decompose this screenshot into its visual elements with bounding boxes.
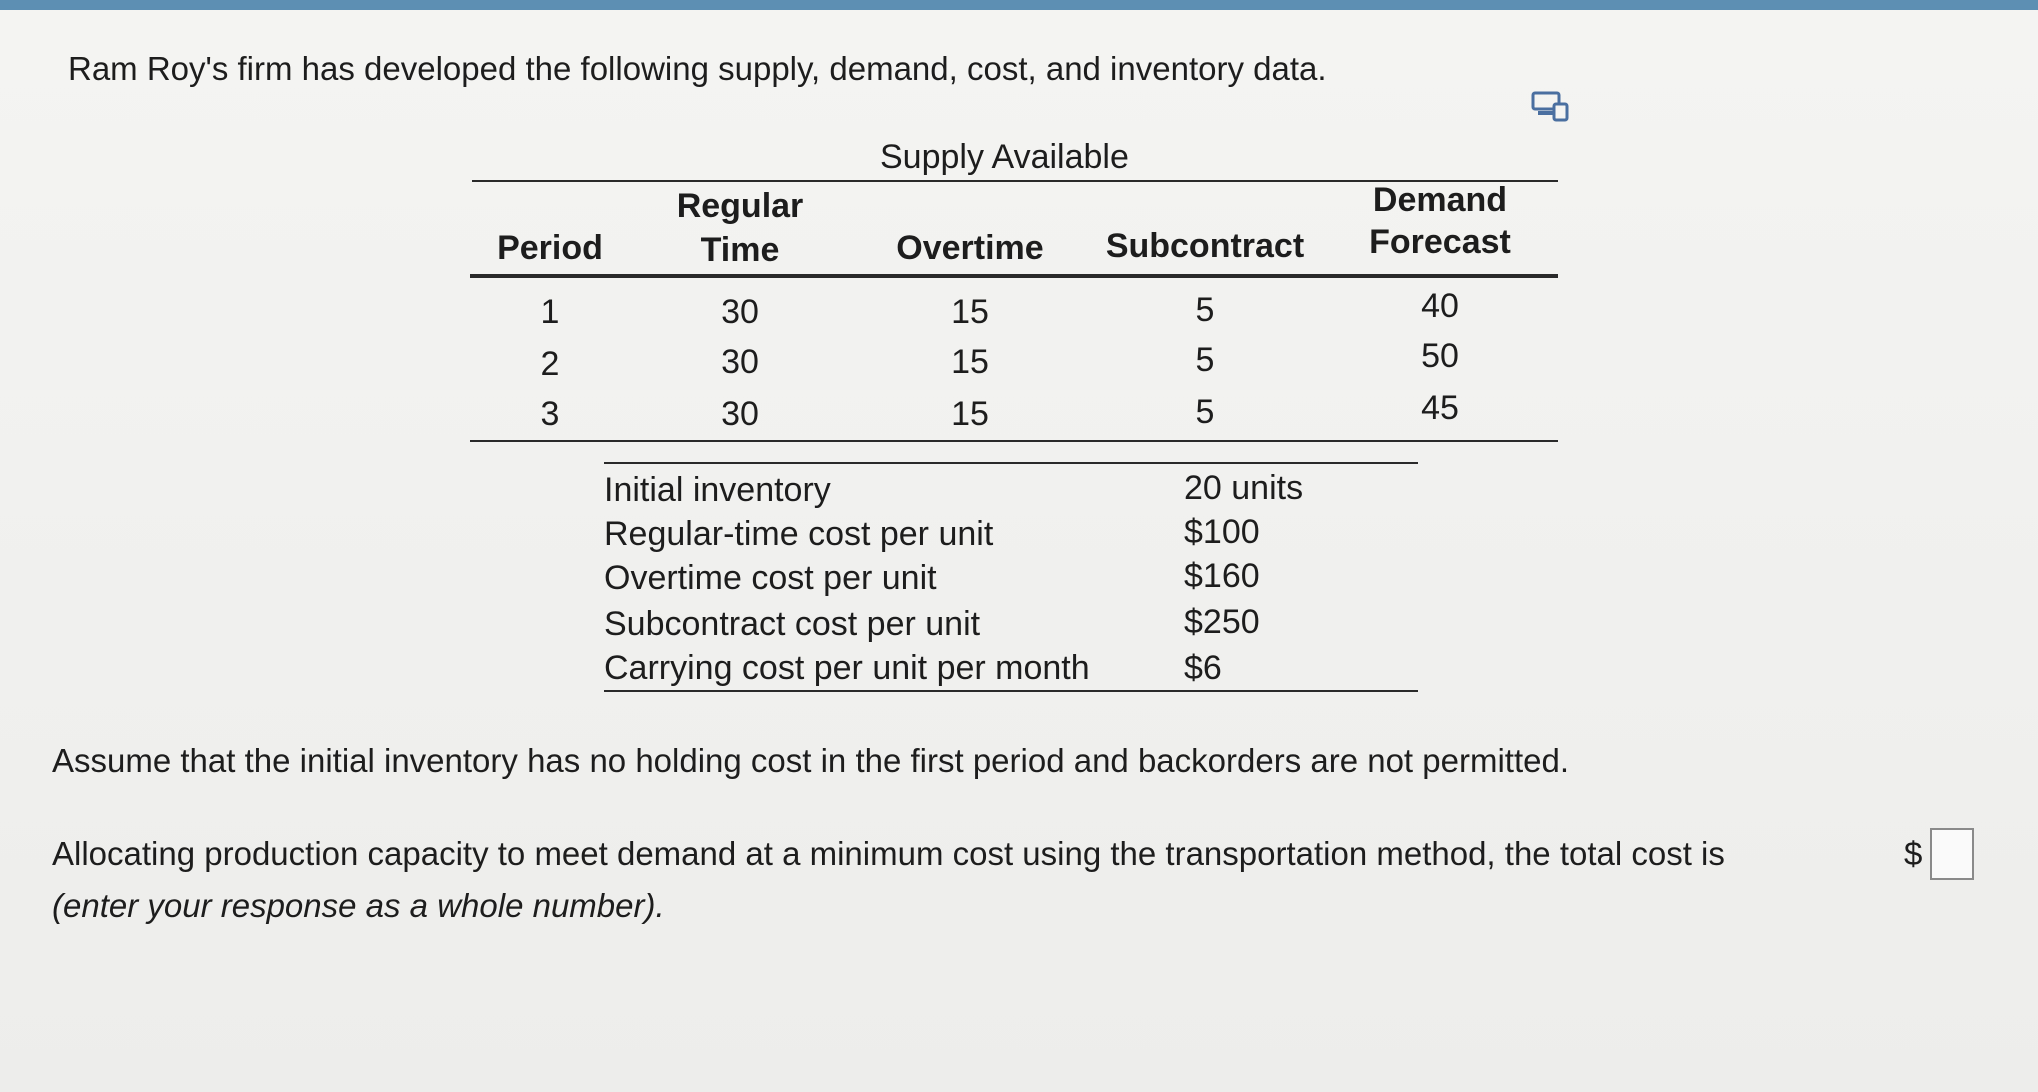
question-note: (enter your response as a whole number).	[52, 887, 665, 924]
header-period: Period	[497, 229, 603, 267]
table-cell-regular: 30	[721, 395, 759, 433]
table-cell-overtime: 15	[951, 293, 989, 331]
top-bar	[0, 0, 2038, 10]
supply-available-header: Supply Available	[880, 138, 1129, 176]
header-overtime: Overtime	[896, 229, 1044, 267]
assumption-text: Assume that the initial inventory has no holding cost in the first period and backorders are not permitted.	[52, 742, 1570, 779]
copy-data-icon[interactable]	[1530, 90, 1570, 124]
table-cell-regular: 30	[721, 293, 759, 331]
cost-value: $6	[1184, 649, 1222, 687]
cost-label: Regular-time cost per unit	[604, 515, 994, 553]
problem-page	[0, 10, 2038, 1092]
cost-value: 20 units	[1184, 469, 1304, 507]
intro-text: Ram Roy's firm has developed the following supply, demand, cost, and inventory data.	[68, 50, 1327, 87]
table-cell-subcontract: 5	[1195, 341, 1215, 379]
header-regular-line1: Regular	[676, 187, 804, 225]
table-cell-period: 2	[540, 345, 560, 383]
table-cell-demand: 45	[1421, 389, 1459, 427]
cost-value: $250	[1184, 603, 1260, 641]
table-bottom-rule	[470, 440, 1558, 442]
table-cell-demand: 40	[1421, 287, 1459, 325]
cost-table-top-rule	[604, 462, 1418, 464]
header-demand-line1: Demand	[1372, 181, 1508, 219]
currency-symbol: $	[1904, 835, 1923, 872]
answer-input-box[interactable]	[1930, 828, 1974, 880]
header-regular-line2: Time	[700, 231, 780, 269]
question-block	[52, 828, 1982, 932]
table-cell-overtime: 15	[951, 395, 989, 433]
table-cell-period: 1	[540, 293, 560, 331]
header-subcontract: Subcontract	[1105, 227, 1305, 265]
cost-label: Initial inventory	[604, 471, 831, 509]
table-cell-period: 3	[540, 395, 560, 433]
cost-label: Subcontract cost per unit	[604, 605, 981, 643]
table-cell-subcontract: 5	[1195, 393, 1215, 431]
table-cell-overtime: 15	[951, 343, 989, 381]
header-bottom-rule	[470, 274, 1558, 278]
cost-value: $160	[1184, 557, 1260, 595]
question-text: Allocating production capacity to meet demand at a minimum cost using the transportation method, the total cost is	[52, 835, 1725, 872]
table-cell-demand: 50	[1421, 337, 1459, 375]
cost-table-bottom-rule	[604, 690, 1418, 692]
cost-label: Overtime cost per unit	[604, 559, 937, 597]
table-cell-regular: 30	[721, 343, 759, 381]
header-demand-line2: Forecast	[1369, 223, 1511, 261]
table-cell-subcontract: 5	[1195, 291, 1215, 329]
cost-value: $100	[1184, 513, 1260, 551]
cost-label: Carrying cost per unit per month	[604, 649, 1090, 687]
